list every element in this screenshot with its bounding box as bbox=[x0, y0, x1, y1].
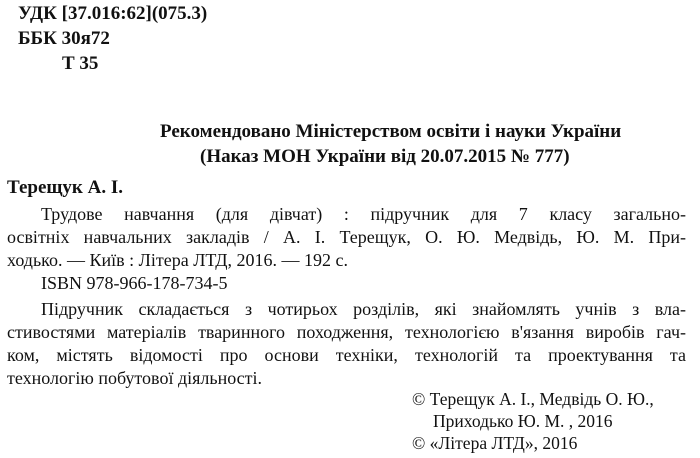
description-line-1: Трудове навчання (для дівчат) : підручник для 7 класу загально- bbox=[41, 204, 686, 224]
copyright-authors-cont: Приходько Ю. М. , 2016 bbox=[433, 411, 613, 431]
recommendation-line: Рекомендовано Міністерством освіти і науки України bbox=[160, 121, 622, 142]
annotation-line-4: технологію побутової діяльності. bbox=[7, 368, 263, 388]
copyright-authors: © Терещук А. І., Медвідь О. Ю., bbox=[412, 389, 654, 409]
description-line-3: ходько. — Київ : Літера ЛТД, 2016. — 192 с. bbox=[7, 250, 349, 270]
copyright-publisher: © «Літера ЛТД», 2016 bbox=[412, 433, 578, 453]
order-reference: (Наказ МОН України від 20.07.2015 № 777) bbox=[200, 146, 570, 167]
author-heading: Терещук А. І. bbox=[7, 177, 123, 198]
bbk-code: ББК 30я72 bbox=[18, 28, 110, 49]
description-line-2: освітніх навчальних закладів / А. І. Терещук, О. Ю. Медвідь, Ю. М. При- bbox=[7, 227, 686, 247]
annotation-line-3: ком, містять відомості про основи техніки, технологій та проектування та bbox=[7, 345, 686, 365]
annotation-line-1: Підручник складається з чотирьох розділів, які знайомлять учнів з вла- bbox=[41, 299, 686, 319]
isbn: ISBN 978-966-178-734-5 bbox=[41, 273, 228, 293]
author-mark: Т 35 bbox=[62, 53, 99, 74]
udk-code: УДК [37.016:62](075.3) bbox=[18, 3, 208, 24]
annotation-line-2: стивостями матеріалів тваринного походження, технологією в'язання виробів гач- bbox=[7, 322, 686, 342]
